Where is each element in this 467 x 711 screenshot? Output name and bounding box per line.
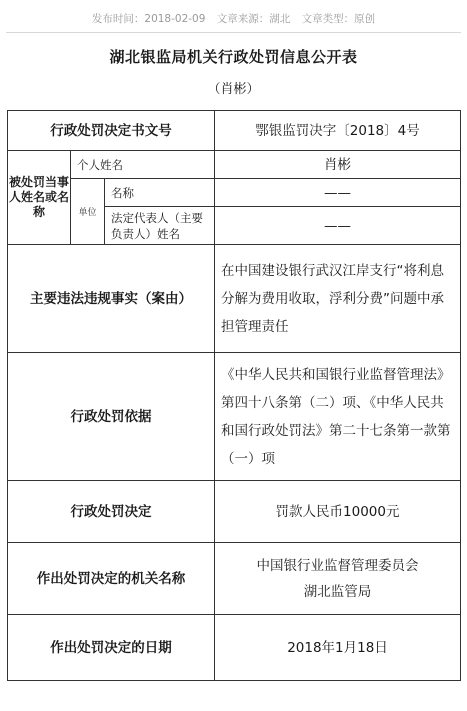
decision-value: 罚款人民币10000元 <box>215 481 461 543</box>
table-row <box>8 179 461 207</box>
date-value: 2018年1月18日 <box>215 615 461 681</box>
basis-label: 行政处罚依据 <box>8 353 215 481</box>
authority-line-2: 湖北监管局 <box>303 583 372 600</box>
header-divider <box>6 32 461 33</box>
publish-time: 发布时间：2018-02-09 <box>91 13 206 25</box>
table-row <box>8 353 461 481</box>
date-label: 作出处罚决定的日期 <box>8 615 215 681</box>
article-source: 文章来源：湖北 <box>216 13 291 25</box>
legal-rep-label: 法定代表人（主要负责人）姓名 <box>105 207 215 245</box>
facts-label: 主要违法违规事实（案由） <box>8 245 215 353</box>
table-row <box>8 615 461 681</box>
page-title: 湖北银监局机关行政处罚信息公开表 <box>109 48 358 66</box>
authority-label: 作出处罚决定的机关名称 <box>8 543 215 615</box>
authority-line-1: 中国银行业监督管理委员会 <box>256 557 419 574</box>
table-row <box>8 111 461 151</box>
unit-name-label: 名称 <box>105 179 215 207</box>
table-row <box>8 151 461 179</box>
individual-name-label: 个人姓名 <box>71 151 215 179</box>
facts-value: 在中国建设银行武汉江岸支行“将利息分解为费用收取，浮利分费”问题中承担管理责任 <box>215 245 461 353</box>
unit-name-value: —— <box>215 179 461 207</box>
table-row <box>8 543 461 615</box>
table-row <box>8 245 461 353</box>
basis-value: 《中华人民共和国银行业监督管理法》第四十八条第（二）项、《中华人民共和国行政处罚法》第二十七条第一款第（一）项 <box>215 353 461 481</box>
table-row <box>8 481 461 543</box>
article-meta <box>0 11 467 26</box>
page-subtitle: （肖彬） <box>207 82 260 97</box>
individual-name-value: 肖彬 <box>215 151 461 179</box>
decision-no-label: 行政处罚决定书文号 <box>8 111 215 151</box>
decision-no-value: 鄂银监罚决字〔2018〕4号 <box>215 111 461 151</box>
penalty-info-table <box>7 110 461 681</box>
legal-rep-value: —— <box>215 207 461 245</box>
decision-label: 行政处罚决定 <box>8 481 215 543</box>
authority-value <box>215 543 461 615</box>
article-type: 文章类型：原创 <box>301 13 376 25</box>
party-label: 被处罚当事人姓名或名称 <box>8 151 71 245</box>
unit-label: 单位 <box>71 179 105 245</box>
